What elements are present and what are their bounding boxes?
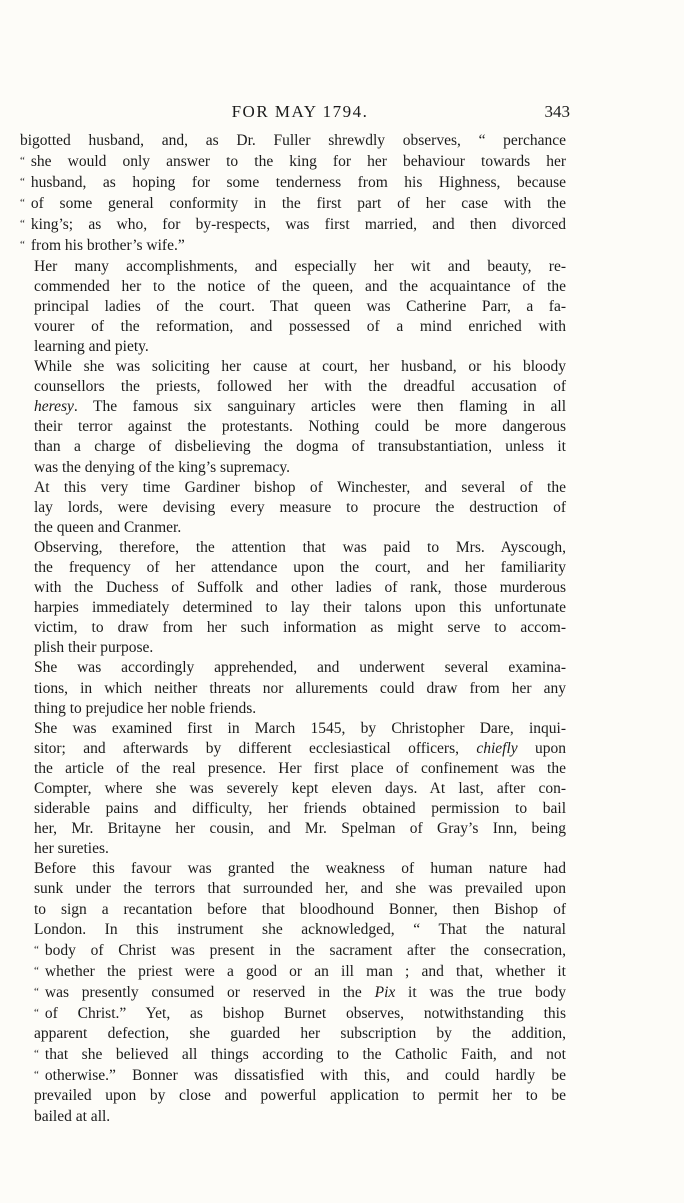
text-line [20, 961, 566, 982]
line-text: was presently consumed or reserved in the Pix it was the true body [44, 983, 566, 1001]
text-line [20, 193, 566, 214]
line-text: prevailed upon by close and powerful application to permit her to be [34, 1087, 566, 1105]
text-line [20, 779, 566, 799]
text-line [20, 1065, 566, 1086]
line-text: husband, as hoping for some tenderness from his Highness, because [30, 174, 566, 192]
line-text: Compter, where she was severely kept eleven days. At last, after con- [34, 780, 566, 797]
text-line [20, 799, 566, 819]
running-head [30, 96, 570, 126]
line-text: bailed at all. [34, 1107, 111, 1125]
text-line [20, 518, 566, 538]
text-line [20, 699, 566, 719]
text-line [20, 478, 566, 498]
line-text: London. In this instrument she acknowledged, “ That the natural [34, 920, 566, 938]
quote-mark: “ [34, 1069, 39, 1082]
line-text: with the Duchess of Suffolk and other ladies of rank, those murderous [34, 579, 566, 597]
text-line [20, 235, 566, 256]
line-text: principal ladies of the court. That queen was Catherine Parr, a fa- [34, 297, 566, 315]
text-line [20, 357, 566, 377]
line-text: their terror against the protestants. Nothing could be more dangerous [34, 418, 566, 436]
quote-mark: “ [34, 1048, 39, 1061]
line-text: tions, in which neither threats nor allurements could draw from her any [34, 679, 566, 697]
line-text: Her many accomplishments, and especially her wit and beauty, re- [34, 257, 566, 275]
text-line [20, 1024, 566, 1044]
text-line [20, 920, 566, 940]
text-line [20, 900, 566, 920]
text-line [20, 578, 566, 598]
text-line [20, 172, 566, 193]
line-text: Observing, therefore, the attention that was paid to Mrs. Ayscough, [34, 538, 566, 556]
line-text: bigotted husband, and, as Dr. Fuller shrewdly observes, “ perchance [20, 132, 566, 149]
text-line [20, 859, 566, 879]
text-line [20, 297, 566, 317]
line-text: While she was soliciting her cause at court, her husband, or his bloody [34, 358, 566, 376]
quote-mark: “ [20, 197, 25, 210]
text-line [20, 437, 566, 457]
text-line [20, 739, 566, 759]
text-line [20, 839, 566, 859]
line-text: that she believed all things according to the Catholic Faith, and not [44, 1046, 566, 1064]
text-line [20, 879, 566, 899]
line-text: apparent defection, she guarded her subscription by the addition, [34, 1025, 566, 1043]
line-text: king’s; as who, for by-respects, was first married, and then divorced [30, 216, 566, 234]
line-text: her, Mr. Britayne her cousin, and Mr. Spelman of Gray’s Inn, being [34, 820, 566, 838]
line-text: her sureties. [34, 840, 109, 858]
text-line [20, 397, 566, 417]
text-line [20, 940, 566, 961]
line-text: siderable pains and difficulty, her friends obtained permission to bail [34, 800, 566, 818]
text-line [20, 1107, 566, 1127]
text-line [20, 131, 566, 151]
running-title: FOR MAY 1794. [231, 102, 369, 121]
line-text: from his brother’s wife.” [30, 237, 185, 255]
text-line [20, 598, 566, 618]
line-text: the article of the real presence. Her first place of confinement was the [34, 759, 566, 777]
paragraph [20, 478, 566, 538]
text-line [20, 538, 566, 558]
quote-mark: “ [20, 239, 25, 252]
text-line [20, 982, 566, 1003]
line-text: body of Christ was present in the sacrament after the consecration, [44, 941, 566, 959]
text-line [20, 638, 566, 658]
line-text: victim, to draw from her such information as might serve to accom- [34, 619, 566, 637]
line-text: counsellors the priests, followed her with the dreadful accusation of [34, 378, 566, 396]
quote-mark: “ [34, 985, 39, 998]
text-line [20, 417, 566, 437]
text-line [20, 679, 566, 699]
page-number: 343 [544, 102, 570, 121]
quote-mark: “ [34, 1007, 39, 1020]
line-text: harpies immediately determined to lay their talons upon this unfortunate [34, 599, 566, 617]
line-text: She was examined first in March 1545, by Christopher Dare, inqui- [34, 719, 566, 737]
text-line [20, 277, 566, 297]
line-text: learning and piety. [34, 337, 149, 355]
line-text: commended her to the notice of the queen, and the acquaintance of the [34, 277, 566, 295]
line-text: thing to prejudice her noble friends. [34, 699, 257, 717]
line-text: She was accordingly apprehended, and underwent several examina- [34, 659, 566, 677]
text-line [20, 498, 566, 518]
text-line [20, 719, 566, 739]
paragraph [20, 719, 566, 860]
paragraph [20, 131, 566, 257]
paragraph [20, 658, 566, 718]
text-line [20, 1086, 566, 1106]
quote-mark: “ [20, 218, 25, 231]
line-text: she would only answer to the king for her behaviour towards her [30, 153, 566, 171]
text-line [20, 377, 566, 397]
text-line [20, 819, 566, 839]
line-text: sunk under the terrors that surrounded her, and she was prevailed upon [34, 880, 566, 898]
line-text: otherwise.” Bonner was dissatisfied with this, and could hardly be [44, 1067, 566, 1085]
quote-mark: “ [20, 155, 25, 168]
text-line [20, 317, 566, 337]
text-line [20, 759, 566, 779]
text-line [20, 618, 566, 638]
line-text: was the denying of the king’s supremacy. [34, 458, 290, 476]
line-text: Before this favour was granted the weakness of human nature had [34, 860, 566, 878]
line-text: lay lords, were devising every measure to procure the destruction of [34, 498, 566, 516]
text-line [20, 151, 566, 172]
line-text: heresy. The famous six sanguinary articles were then flaming in all [34, 398, 566, 416]
body-text [20, 131, 566, 1127]
line-text: At this very time Gardiner bishop of Winchester, and several of the [34, 478, 566, 496]
line-text: plish their purpose. [34, 639, 154, 657]
line-text: the queen and Cranmer. [34, 518, 182, 536]
line-text: the frequency of her attendance upon the court, and her familiarity [34, 558, 566, 576]
text-line [20, 337, 566, 357]
text-line [20, 214, 566, 235]
paragraph [20, 859, 566, 1126]
quote-mark: “ [34, 943, 39, 956]
quote-mark: “ [20, 176, 25, 189]
text-line [20, 257, 566, 277]
text-line [20, 458, 566, 478]
quote-mark: “ [34, 964, 39, 977]
line-text: sitor; and afterwards by different ecclesiastical officers, chiefly upon [34, 739, 567, 757]
paragraph [20, 538, 566, 659]
paragraph [20, 357, 566, 478]
line-text: to sign a recantation before that bloodhound Bonner, then Bishop of [34, 900, 566, 918]
text-line [20, 658, 566, 678]
text-line [20, 1044, 566, 1065]
line-text: vourer of the reformation, and possessed of a mind enriched with [34, 317, 566, 335]
text-line [20, 558, 566, 578]
text-line [20, 1003, 566, 1024]
line-text: of Christ.” Yet, as bishop Burnet observes, notwithstanding this [44, 1005, 566, 1023]
line-text: than a charge of disbelieving the dogma of transubstantiation, unless it [34, 438, 566, 456]
paragraph [20, 257, 566, 357]
line-text: whether the priest were a good or an ill man ; and that, whether it [44, 962, 566, 980]
line-text: of some general conformity in the first part of her case with the [30, 195, 566, 213]
